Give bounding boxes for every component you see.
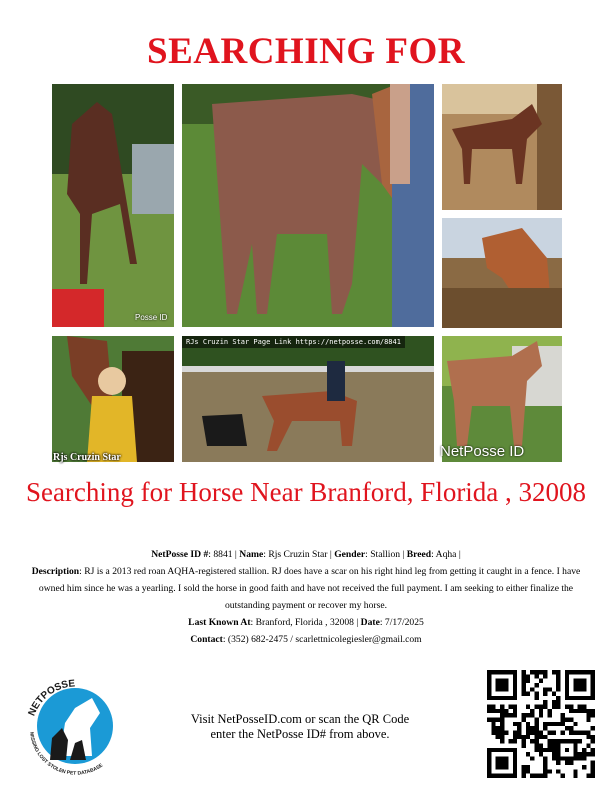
gender-label: Gender	[334, 549, 366, 560]
name-value: : Rjs Cruzin Star |	[263, 549, 335, 560]
last-known-value: : Branford, Florida , 32008 |	[250, 617, 361, 628]
horse-photo-2	[182, 84, 434, 327]
breed-value: : Aqha |	[431, 549, 461, 560]
visit-line-2: enter the NetPosse ID# from above.	[210, 727, 390, 741]
info-description	[18, 563, 594, 614]
visit-instructions	[150, 712, 450, 742]
logo-bottom-text: MISSING LOST STOLEN PET DATABASE	[28, 731, 105, 777]
logo-top-text: NETPOSSE	[26, 678, 76, 718]
horse-photo-5	[52, 336, 174, 462]
netposse-logo	[20, 668, 130, 778]
photo-link-caption: RJs Cruzin Star Page Link https://netposse.com/8841	[182, 336, 405, 348]
info-contact	[18, 631, 594, 648]
subtitle: Searching for Horse Near Branford, Florida , 32008	[25, 477, 587, 507]
gender-value: : Stallion |	[365, 549, 407, 560]
description-value: : RJ is a 2013 red roan AQHA-registered stallion. RJ does have a scar on his right hind leg from getting it caught in a fence. I have owned him since he was a yearling. I sold the horse in good faith and have not received the full payment. I am seeking to either finalize the outstanding payment or recover my horse.	[38, 566, 581, 611]
headline: SEARCHING FOR	[147, 31, 465, 72]
id-value: : 8841 |	[208, 549, 240, 560]
id-label: NetPosse ID #	[151, 549, 209, 560]
horse-photo-3	[442, 84, 562, 210]
info-line-1	[18, 546, 594, 563]
date-label: Date	[360, 617, 380, 628]
watermark-large: NetPosse ID	[440, 443, 525, 460]
contact-label: Contact	[190, 634, 223, 645]
qr-code[interactable]	[487, 670, 595, 778]
horse-photo-6	[182, 336, 434, 462]
contact-value: : (352) 682-2475 / scarlettnicolegiesler@gmail.com	[222, 634, 422, 645]
horse-photo-1	[52, 84, 174, 327]
info-last-known	[18, 614, 594, 631]
pet-name-label: Rjs Cruzin Star	[53, 452, 121, 463]
date-value: : 7/17/2025	[379, 617, 424, 628]
horse-photo-4	[442, 218, 562, 328]
info-block	[18, 546, 594, 648]
watermark-small: Posse ID	[135, 313, 168, 322]
description-label: Description	[31, 566, 80, 577]
breed-label: Breed	[406, 549, 432, 560]
last-known-label: Last Known At	[188, 617, 251, 628]
name-label: Name	[239, 549, 264, 560]
visit-line-1: Visit NetPosseID.com or scan the QR Code	[190, 712, 410, 726]
